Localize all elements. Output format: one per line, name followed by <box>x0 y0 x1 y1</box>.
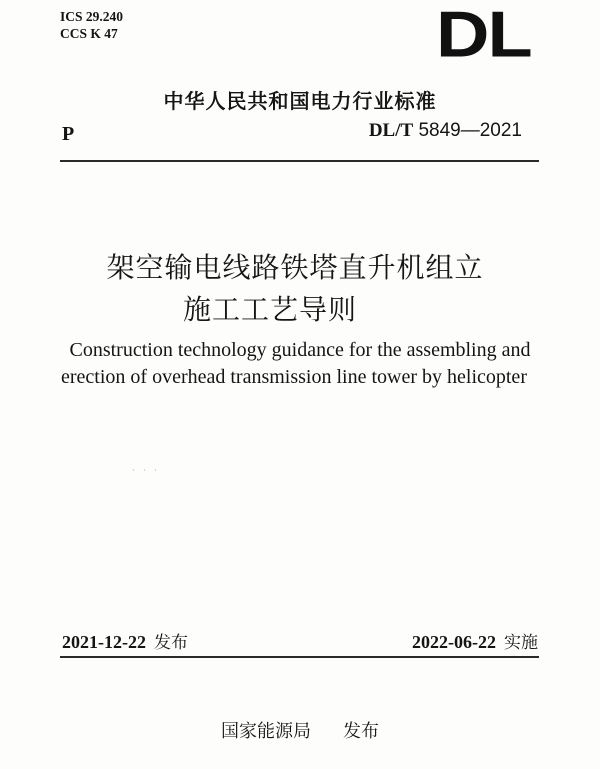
dl-logo: DL <box>436 0 531 71</box>
standard-prefix: DL/T <box>368 120 414 141</box>
implement-info <box>412 628 538 653</box>
title-zh-line2: 施工工艺导则 <box>182 293 357 326</box>
standard-code: 5849—2021 <box>418 120 522 141</box>
ccs-code: CCS K 47 <box>60 26 118 41</box>
publish-label: 发布 <box>154 633 188 653</box>
classification-codes <box>60 8 123 42</box>
title-en-line2: erection of overhead transmission line tower by helicopter <box>61 366 527 388</box>
title-en-line1: Construction technology guidance for the assembling and <box>69 339 531 361</box>
header-divider <box>60 160 539 162</box>
standard-number <box>369 120 522 142</box>
issuer-line <box>0 717 600 743</box>
industry-standard-title: 中华人民共和国电力行业标准 <box>163 89 437 113</box>
title-zh-line1: 架空输电线路铁塔直升机组立 <box>106 251 484 284</box>
scan-specks: · · · <box>132 466 160 475</box>
publish-date: 2021-12-22 <box>62 632 146 652</box>
implement-date: 2022-06-22 <box>412 632 496 652</box>
category-code: P <box>62 123 75 145</box>
publish-info <box>62 628 188 653</box>
issuer-action: 发布 <box>343 721 379 742</box>
ics-code: ICS 29.240 <box>60 9 124 24</box>
implement-label: 实施 <box>504 633 538 653</box>
issuer-name: 国家能源局 <box>221 721 311 742</box>
footer-divider <box>60 656 539 658</box>
